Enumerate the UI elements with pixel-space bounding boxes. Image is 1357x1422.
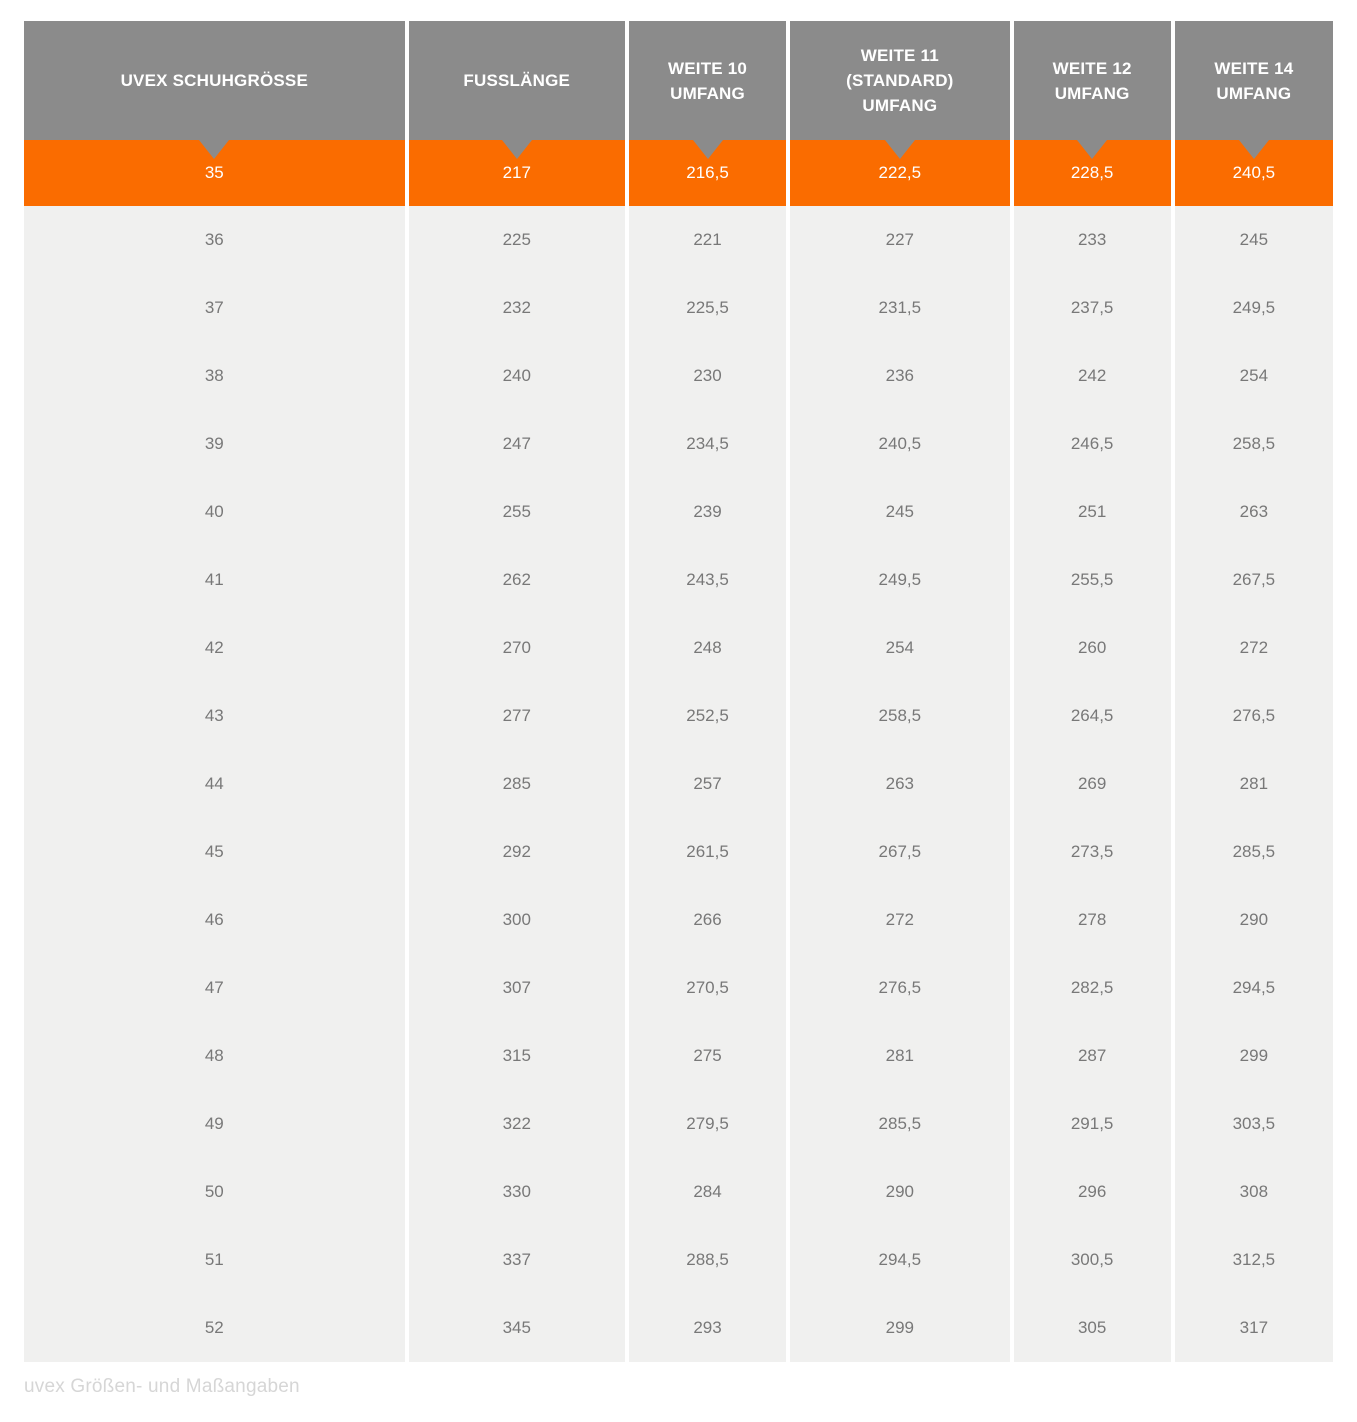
- table-cell: 41: [24, 546, 405, 614]
- table-cell: 240: [409, 342, 625, 410]
- highlight-row-cell: 228,5: [1014, 140, 1171, 206]
- table-cell: 261,5: [629, 818, 786, 886]
- header-line: WEITE 12: [1052, 58, 1132, 78]
- table-cell: 50: [24, 1158, 405, 1226]
- table-cell: 276,5: [1175, 682, 1333, 750]
- table-cell: 51: [24, 1226, 405, 1294]
- table-cell: 36: [24, 206, 405, 274]
- header-line: FUSSLÄNGE: [463, 71, 571, 90]
- table-cell: 276,5: [790, 954, 1009, 1022]
- table-cell: 315: [409, 1022, 625, 1090]
- table-caption: uvex Größen- und Maßangaben: [24, 1376, 300, 1397]
- table-cell: 263: [1175, 478, 1333, 546]
- table-cell: 243,5: [629, 546, 786, 614]
- table-cell: 264,5: [1014, 682, 1171, 750]
- table-cell: 290: [1175, 886, 1333, 954]
- table-cell: 299: [790, 1294, 1009, 1362]
- table-cell: 294,5: [1175, 954, 1333, 1022]
- table-cell: 266: [629, 886, 786, 954]
- table-cell: 255: [409, 478, 625, 546]
- table-cell: 225,5: [629, 274, 786, 342]
- table-cell: 345: [409, 1294, 625, 1362]
- highlight-row-cell: 35: [24, 140, 405, 206]
- column-header-weite-12-umfang: [1014, 21, 1171, 140]
- column-header-weite-14-umfang: [1175, 21, 1333, 140]
- table-cell: 234,5: [629, 410, 786, 478]
- table-cell: 248: [629, 614, 786, 682]
- table-cell: 245: [1175, 206, 1333, 274]
- table-cell: 232: [409, 274, 625, 342]
- table-cell: 251: [1014, 478, 1171, 546]
- table-cell: 255,5: [1014, 546, 1171, 614]
- table-cell: 245: [790, 478, 1009, 546]
- table-cell: 43: [24, 682, 405, 750]
- table-cell: 307: [409, 954, 625, 1022]
- table-cell: 49: [24, 1090, 405, 1158]
- highlight-row-cell: 240,5: [1175, 140, 1333, 206]
- table-cell: 254: [790, 614, 1009, 682]
- table-cell: 47: [24, 954, 405, 1022]
- table-cell: 239: [629, 478, 786, 546]
- column-header-fusslaenge: [409, 21, 625, 140]
- table-cell: 258,5: [790, 682, 1009, 750]
- column-header-uvex-schuhgroesse: [24, 21, 405, 140]
- table-cell: 275: [629, 1022, 786, 1090]
- header-line: UMFANG: [670, 83, 745, 103]
- table-cell: 227: [790, 206, 1009, 274]
- table-cell: 293: [629, 1294, 786, 1362]
- table-cell: 38: [24, 342, 405, 410]
- table-cell: 267,5: [1175, 546, 1333, 614]
- header-line: (STANDARD): [846, 71, 954, 90]
- table-cell: 40: [24, 478, 405, 546]
- table-cell: 279,5: [629, 1090, 786, 1158]
- table-cell: 45: [24, 818, 405, 886]
- table-cell: 322: [409, 1090, 625, 1158]
- table-cell: 285,5: [1175, 818, 1333, 886]
- table-cell: 278: [1014, 886, 1171, 954]
- table-cell: 252,5: [629, 682, 786, 750]
- table-cell: 231,5: [790, 274, 1009, 342]
- table-cell: 290: [790, 1158, 1009, 1226]
- table-cell: 242: [1014, 342, 1171, 410]
- table-cell: 284: [629, 1158, 786, 1226]
- table-cell: 273,5: [1014, 818, 1171, 886]
- table-cell: 285: [409, 750, 625, 818]
- table-cell: 247: [409, 410, 625, 478]
- table-cell: 337: [409, 1226, 625, 1294]
- header-line: UVEX SCHUHGRÖSSE: [120, 71, 308, 90]
- table-cell: 37: [24, 274, 405, 342]
- column-header-weite-10-umfang: [629, 21, 786, 140]
- table-cell: 46: [24, 886, 405, 954]
- highlight-row-cell: 216,5: [629, 140, 786, 206]
- table-cell: 296: [1014, 1158, 1171, 1226]
- table-cell: 285,5: [790, 1090, 1009, 1158]
- table-cell: 258,5: [1175, 410, 1333, 478]
- table-cell: 236: [790, 342, 1009, 410]
- table-cell: 269: [1014, 750, 1171, 818]
- table-cell: 272: [1175, 614, 1333, 682]
- table-cell: 270: [409, 614, 625, 682]
- table-cell: 308: [1175, 1158, 1333, 1226]
- table-cell: 39: [24, 410, 405, 478]
- table-cell: 299: [1175, 1022, 1333, 1090]
- table-cell: 249,5: [790, 546, 1009, 614]
- header-line: WEITE 10: [668, 58, 748, 78]
- table-cell: 300: [409, 886, 625, 954]
- table-cell: 48: [24, 1022, 405, 1090]
- table-cell: 272: [790, 886, 1009, 954]
- table-cell: 270,5: [629, 954, 786, 1022]
- table-cell: 225: [409, 206, 625, 274]
- table-cell: 300,5: [1014, 1226, 1171, 1294]
- table-cell: 246,5: [1014, 410, 1171, 478]
- table-cell: 237,5: [1014, 274, 1171, 342]
- table-cell: 254: [1175, 342, 1333, 410]
- table-cell: 233: [1014, 206, 1171, 274]
- table-cell: 294,5: [790, 1226, 1009, 1294]
- table-cell: 267,5: [790, 818, 1009, 886]
- table-cell: 240,5: [790, 410, 1009, 478]
- header-line: UMFANG: [1216, 83, 1292, 103]
- highlight-row-cell: 217: [409, 140, 625, 206]
- table-cell: 288,5: [629, 1226, 786, 1294]
- table-cell: 282,5: [1014, 954, 1171, 1022]
- table-cell: 230: [629, 342, 786, 410]
- table-cell: 291,5: [1014, 1090, 1171, 1158]
- table-cell: 281: [1175, 750, 1333, 818]
- column-header-weite-11-standard-umfang: [790, 21, 1009, 140]
- table-cell: 317: [1175, 1294, 1333, 1362]
- header-line: UMFANG: [862, 96, 938, 115]
- table-cell: 257: [629, 750, 786, 818]
- table-cell: 249,5: [1175, 274, 1333, 342]
- table-cell: 263: [790, 750, 1009, 818]
- table-cell: 330: [409, 1158, 625, 1226]
- header-line: UMFANG: [1054, 83, 1130, 103]
- header-line: WEITE 11: [860, 46, 939, 65]
- table-cell: 292: [409, 818, 625, 886]
- table-cell: 262: [409, 546, 625, 614]
- table-cell: 52: [24, 1294, 405, 1362]
- table-cell: 281: [790, 1022, 1009, 1090]
- table-cell: 277: [409, 682, 625, 750]
- table-cell: 260: [1014, 614, 1171, 682]
- table-cell: 221: [629, 206, 786, 274]
- table-cell: 305: [1014, 1294, 1171, 1362]
- table-cell: 44: [24, 750, 405, 818]
- table-cell: 303,5: [1175, 1090, 1333, 1158]
- table-cell: 287: [1014, 1022, 1171, 1090]
- size-table: [24, 21, 1333, 1362]
- highlight-row-cell: 222,5: [790, 140, 1009, 206]
- table-cell: 312,5: [1175, 1226, 1333, 1294]
- header-line: WEITE 14: [1214, 58, 1294, 78]
- table-cell: 42: [24, 614, 405, 682]
